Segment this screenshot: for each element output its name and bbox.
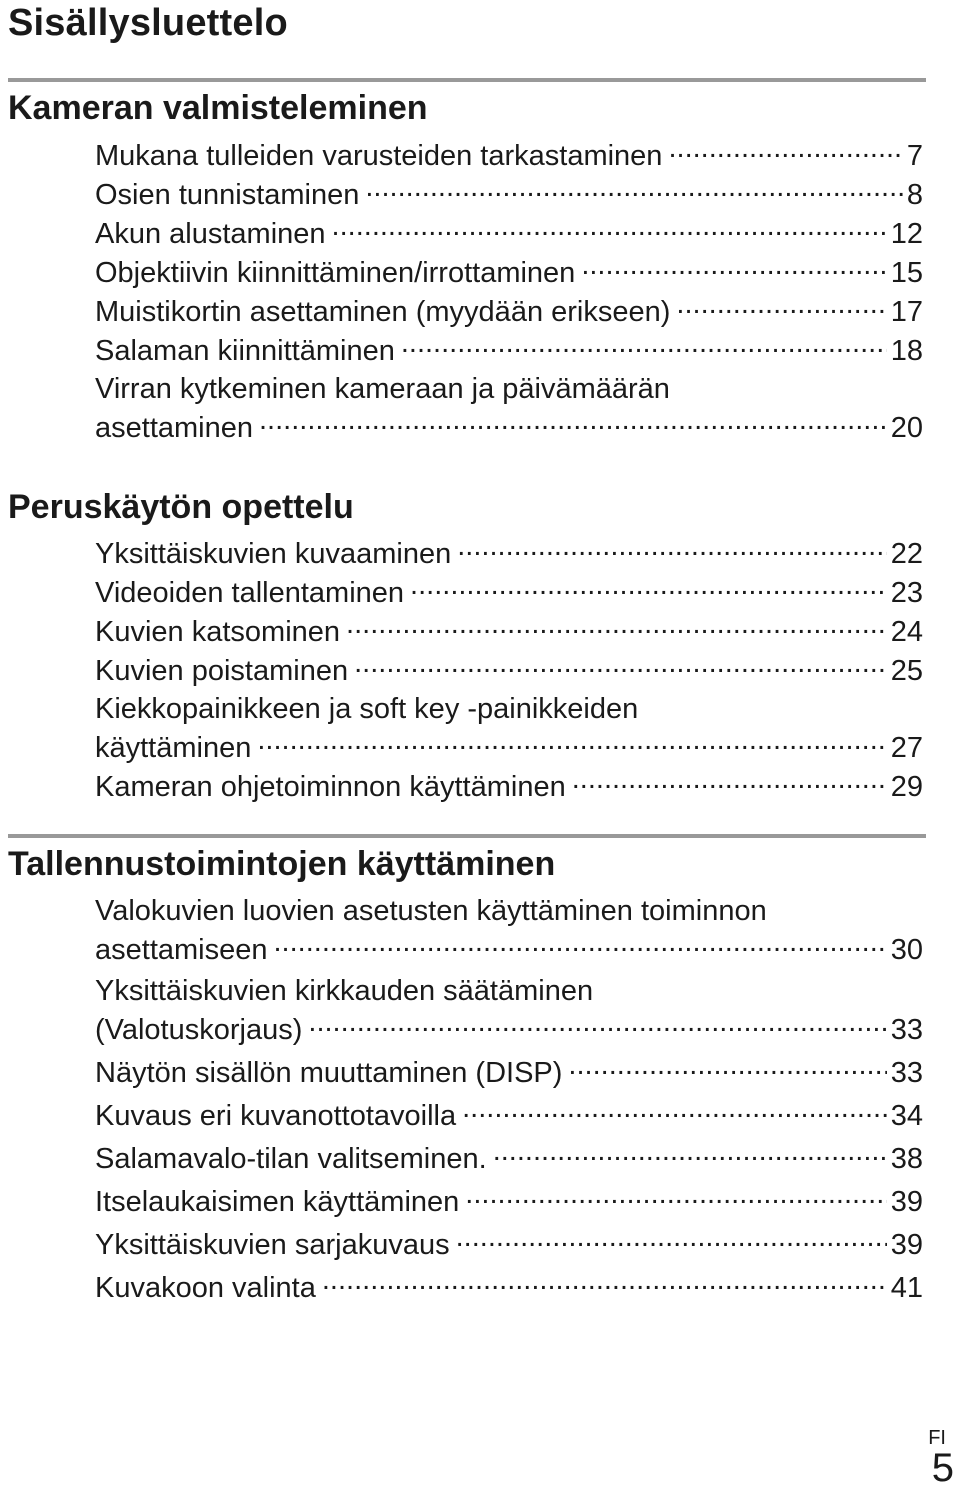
toc-entry-title: Muistikortin asettaminen (myydään erikseen) [95, 296, 671, 328]
toc-entry-page: 29 [890, 771, 923, 803]
toc-entry[interactable] [95, 1139, 923, 1178]
dot-leader [568, 1053, 886, 1082]
toc-entry-page: 39 [890, 1229, 923, 1261]
page-title: Sisällysluettelo [8, 2, 288, 44]
toc-entry-title: Yksittäiskuvien kuvaaminen [95, 538, 452, 570]
toc-entry-title: Mukana tulleiden varusteiden tarkastaminen [95, 140, 663, 172]
toc-entry-title: Videoiden tallentaminen [95, 577, 405, 609]
dot-leader [456, 1225, 887, 1254]
dot-leader [401, 331, 887, 360]
toc-entry-title: käyttäminen [95, 732, 252, 764]
toc-entry-page: 24 [890, 616, 923, 648]
toc-entry-title: Yksittäiskuvien sarjakuvaus [95, 1229, 450, 1261]
toc-entry-page: 7 [906, 140, 923, 172]
toc-entry-title: Itselaukaisimen käyttäminen [95, 1186, 460, 1218]
page-number: 5 [931, 1446, 954, 1490]
toc-entry[interactable] [95, 136, 923, 175]
toc-entry-page: 22 [890, 538, 923, 570]
section-divider [8, 834, 926, 838]
dot-leader [332, 214, 887, 243]
toc-entry-title: Kuvakoon valinta [95, 1272, 316, 1304]
toc-entry-page: 8 [906, 179, 923, 211]
toc-entry-title: Näytön sisällön muuttaminen (DISP) [95, 1057, 563, 1089]
dot-leader [668, 136, 902, 165]
language-code: FI [928, 1427, 946, 1449]
dot-leader [346, 612, 887, 641]
dot-leader [676, 292, 886, 321]
toc-entry[interactable] [95, 1268, 923, 1307]
dot-leader [462, 1096, 887, 1125]
toc-entry-page: 39 [890, 1186, 923, 1218]
toc-entry-title-line1: Yksittäiskuvien kirkkauden säätäminen [95, 975, 594, 1007]
toc-entry-title-line1: Kiekkopainikkeen ja soft key -painikkeiden [95, 693, 639, 725]
dot-leader [274, 930, 887, 959]
toc-entry-title: Objektiivin kiinnittäminen/irrottaminen [95, 257, 576, 289]
toc-entry-page: 34 [890, 1100, 923, 1132]
toc-entry-title-line1: Valokuvien luovien asetusten käyttäminen toiminnon [95, 895, 767, 927]
toc-entry[interactable] [95, 292, 923, 331]
toc-entry[interactable] [95, 573, 923, 612]
toc-entry-page: 17 [890, 296, 923, 328]
dot-leader [308, 1010, 886, 1039]
toc-entry-title: asettaminen [95, 412, 253, 444]
toc-entry[interactable] [95, 1053, 923, 1092]
toc-entry-page: 27 [890, 732, 923, 764]
toc-entry-page: 38 [890, 1143, 923, 1175]
dot-leader [259, 408, 887, 437]
toc-entry[interactable] [95, 1182, 923, 1221]
dot-leader [410, 573, 887, 602]
toc-entry-title: Akun alustaminen [95, 218, 326, 250]
toc-entry-page: 15 [890, 257, 923, 289]
toc-entry-title: Kuvien katsominen [95, 616, 341, 648]
dot-leader [257, 728, 886, 757]
toc-entry[interactable] [95, 972, 923, 1049]
toc-entry-title: Salamavalo-tilan valitseminen. [95, 1143, 487, 1175]
toc-entry-title: asettamiseen [95, 934, 268, 966]
toc-entry[interactable] [95, 612, 923, 651]
toc-entry[interactable] [95, 1225, 923, 1264]
section-heading-tallennustoimintojen-kayttaminen: Tallennustoimintojen käyttäminen [8, 845, 556, 883]
toc-entry[interactable] [95, 331, 923, 370]
toc-entry-title: Osien tunnistaminen [95, 179, 360, 211]
toc-entry-page: 33 [890, 1014, 923, 1046]
toc-entry-page: 25 [890, 655, 923, 687]
toc-entry-page: 41 [890, 1272, 923, 1304]
dot-leader [572, 767, 887, 796]
toc-entry-title: Kameran ohjetoiminnon käyttäminen [95, 771, 566, 803]
toc-entry[interactable] [95, 690, 923, 767]
dot-leader [322, 1268, 887, 1297]
toc-entry[interactable] [95, 214, 923, 253]
toc-entry-page: 20 [890, 412, 923, 444]
dot-leader [354, 651, 887, 680]
toc-entry[interactable] [95, 1096, 923, 1135]
dot-leader [493, 1139, 887, 1168]
toc-entry-page: 23 [890, 577, 923, 609]
toc-entry[interactable] [95, 175, 923, 214]
toc-entry[interactable] [95, 253, 923, 292]
dot-leader [365, 175, 902, 204]
dot-leader [465, 1182, 886, 1211]
toc-entry-title: Kuvien poistaminen [95, 655, 349, 687]
toc-entry[interactable] [95, 767, 923, 806]
toc-entry-title: (Valotuskorjaus) [95, 1014, 303, 1046]
toc-entry[interactable] [95, 534, 923, 573]
toc-entry[interactable] [95, 892, 923, 969]
toc-entry-title-line1: Virran kytkeminen kameraan ja päivämäärän [95, 373, 670, 405]
toc-entry[interactable] [95, 651, 923, 690]
toc-entry-title: Kuvaus eri kuvanottotavoilla [95, 1100, 457, 1132]
section-heading-peruskayton-opettelu: Peruskäytön opettelu [8, 488, 354, 526]
dot-leader [457, 534, 887, 563]
section-divider [8, 78, 926, 82]
toc-entry-page: 33 [890, 1057, 923, 1089]
toc-entry-page: 12 [890, 218, 923, 250]
toc-entry-title: Salaman kiinnittäminen [95, 335, 395, 367]
toc-entry[interactable] [95, 370, 923, 447]
toc-entry-page: 18 [890, 335, 923, 367]
dot-leader [581, 253, 886, 282]
section-heading-kameran-valmisteleminen: Kameran valmisteleminen [8, 89, 428, 127]
toc-entry-page: 30 [890, 934, 923, 966]
